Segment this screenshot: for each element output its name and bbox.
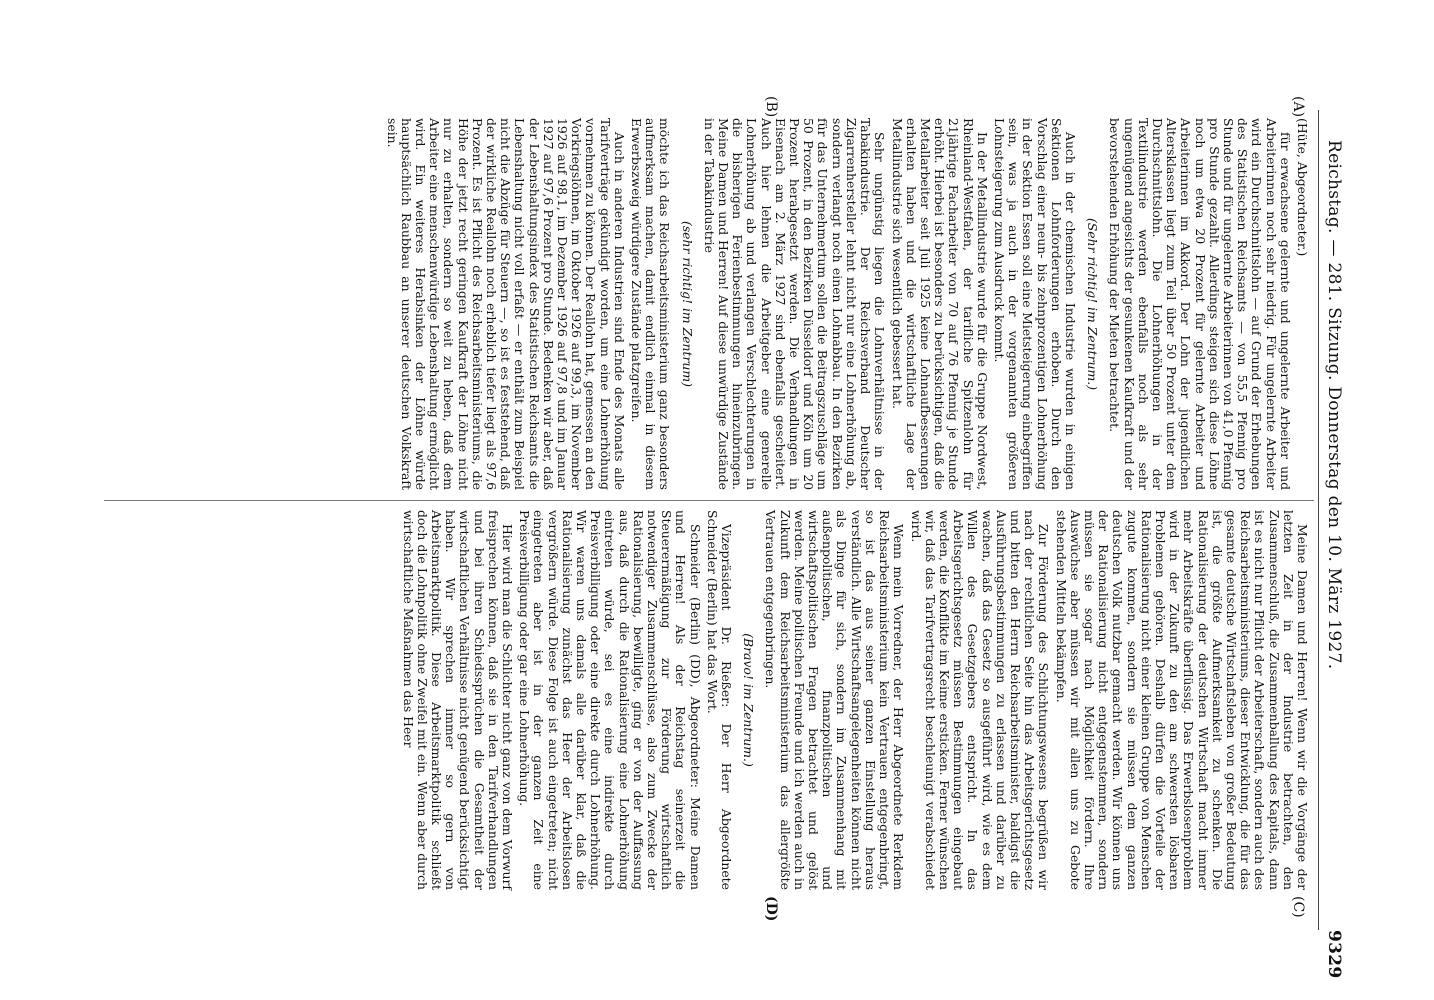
speaker-continuation: (Hüte, Abgeordneter.) [1295,118,1310,257]
paragraph: möchte ich das Reichsarbeitsministerium ganz besonders aufmerksam machen, damit endlich einmal in diesem Erwerbszweig würdigere Zustände platzgreifen. [629,118,673,490]
interjection: (Bravo! im Zentrum.) [741,633,757,767]
paragraph: Sehr ungünstig liegen die Lohnverhältnisse in der Tabakindustrie. Der Reichsverband Deutscher Zigarrenhersteller lehnt nicht nur eine Lohnerhöhung ab, sondern verlangt noch einen Lohnabbau. In den Bezirken für das Unternehmertum sollen die Beitragszuschläge um 50 Prozent, in den Bezirken Düsseldorf und Köln um 20 Prozent herabgesetzt werden. Die Verhandlungen in Eisenach am 2. März 1927 sind ebenfalls gescheitert. Auch hier lehnen die Arbeitgeber eine generelle Lohnerhöhung ab und verlangen Verschlechterungen in die bisherigen Ferienbestimmungen hineinzubringen. Meine Damen und Herren! Auf diese unwürdige Zustände in der Tabakindustrie [701,118,888,490]
paragraph: Auch in anderen Industrien sind Ende des Monats alle Tarifverträge gekündigt worden, um eine Lohnerhöhung vornehmen zu können. Der Reallohn hat, gemessen an den Vorkriegslöhnen, im Oktober 1926 auf 99,3, im November 1926 auf 98,1, im Dezember 1926 auf 97,8 und im Januar 1927 auf 97,6 Prozent pro Stunde. Bedenken wir aber, daß der Lebenshaltungsindex des Statistischen Reichsamts die Lebenshaltung nicht voll erfaßt — er enthält zum Beispiel nicht die Abzüge für Steuern —, so ist es feststehend, daß der wirkliche Reallohn noch erheblich tiefer liegt als 97,6 Prozent. Es ist Pflicht des Reichsarbeitsministeriums, die Höhe der jetzt recht geringen Kaufkraft der Löhne nicht nur zu erhalten, sondern so weit zu heben, daß dem Arbeiter eine menschenwürdige Lebenshaltung ermöglicht wird. Ein weiteres Herabsinken der Löhne würde hauptsächlich Raubbau an unserer deutschen Volkskraft sein. [384,118,627,490]
header-rule [1318,110,1319,930]
margin-mark-d: (D) [763,896,779,922]
paragraph: für erwachsene gelernte und ungelernte Arbeiter und Arbeiterinnen noch sehr niedrig. Für ungelernte Arbeiter wird ein Durchschnittslohn — auf Grund der Erhebungen des Statistischen Reichsamts — von 55,5 Pfennig pro Stunde und für ungelernte Arbeiterinnen von 41,0 Pfennig pro Stunde gezahlt. Allerdings steigen sich diese Löhne noch um etwa 20 Prozent für gelernte Arbeiter und Arbeiterinnen im Akkord. Der Lohn der jugendlichen Altersklassen liegt zum Teil über 50 Prozent unter dem Durchschnittslohn. Die Lohnerhöhungen in der Textilindustrie werden ebenfalls noch als sehr ungenügend angesichts der gesunkenen Kaufkraft und der bevorstehenden Erhöhung der Mieten betrachtet. [1107,118,1293,490]
speech-opening: Schneider (Berlin) (DD), Abgeordneter: Meine Damen und Herren! Als der Reichstag seinerzeit die Steuerermäßigung zur Förderung wirtschaftlich notwendiger Zusammenschlüsse, also zum Zwecke der Rationalisierung, bewilligte, ging er von der Auffassung aus, daß durch die Rationalisierung eine Lohnerhöhung eintreten würde, sei es eine indirekte durch Preisverbilligung oder eine direkte durch Lohnerhöhung. Wir waren uns damals alle darüber klar, daß die Rationalisierung zunächst das Heer der Arbeitslosen vergrößern würde. Diese Folge ist auch eingetreten; nicht eingetreten aber ist in der ganzen Zeit eine Preisverbilligung oder gar eine Lohnerhöhung. [517,510,703,890]
paragraph: Meine Damen und Herren! Wenn wir die Vorgänge der letzten Zeit in der Industrie betrachten, den Zusammenschluß, die Zusammenballung des Kapitals, dann ist es nicht nur Pflicht der Arbeiterschaft, sondern auch des Reichsarbeitsministeriums, dieser Entwicklung, die für das gesamte deutsche Wirtschaftsleben von großer Bedeutung ist, die größte Aufmerksamkeit zu schenken. Die Rationalisierung der deutschen Wirtschaft macht immer mehr Arbeitskräfte überflüssig. Das Erwerbslosenproblem wird in der Zukunft zu den am schwersten lösbaren Problemen gehören. Deshalb dürfen die Vorteile der Rationalisierung nicht einer kleinen Gruppe von Menschen zugute kommen, sondern sie müssen dem ganzen deutschen Volk nutzbar gemacht werden. Wir können uns der Rationalisierung nicht entgegenstemmen, sondern müssen sie sogar nach Möglichkeit fördern. Ihre Auswüchse aber müssen wir mit allen uns zu Gebote stehenden Mitteln bekämpfen. [1053,510,1310,890]
paragraph: In der Metallindustrie wurde für die Gruppe Nordwest, Rheinland-Westfalen, der tarifliche Spitzenlohn für 21jährige Facharbeiter von 70 auf 76 Pfennig je Stunde erhöht. Hierbei ist besonders zu berücksichtigen, daß die Metallarbeiter seit Juli 1925 keine Lohnaufbesserungen erhalten haben und die wirtschaftliche Lage der Metallindustrie sich wesentlich gebessert hat. [889,118,990,490]
margin-mark-b: (B) [763,96,779,118]
right-column [397,510,1309,890]
left-column [381,118,1309,490]
margin-mark-c: (C) [1290,896,1306,918]
paragraph: Wenn mein Vorredner, der Herr Abgeordnete Rerkdem Reichsarbeitsministerium kein Vertrauen entgegenbringt, so ist das aus seiner ganzen Einstellung heraus verständlich. Alle Wirtschaftsangelegenheiten können nicht als Dinge für sich, sondern im Zusammenhang mit außenpolitischen, finanzpolitischen und wirtschaftspolitischen Fragen betrachtet und gelöst werden. Meine politischen Freunde und ich werden auch in Zukunft dem Reichsarbeitsministerium das allergrößte Vertrauen entgegenbringen. [763,510,907,890]
presiding-remark: Vizepräsident Dr. Rießer: Der Herr Abgeordnete Schneider (Berlin) hat das Wort. [704,510,735,890]
interjection: (sehr richtig! im Zentrum) [679,220,695,387]
paragraph: Auch in der chemischen Industrie wurden in einigen Sektionen Lohnforderungen erhoben. Durch den Vorschlag einer neun- bis zehnprozentigen Lohnerhöhung in der Sektion Essen soll eine Mietsteigerung einbegriffen sein, was ja auch in der vorgenannten größeren Lohnsteigerung zum Ausdruck kommt. [991,118,1078,490]
page-number: 9329 [1324,930,1344,979]
interjection: (Sehr richtig! im Zentrum.) [1085,217,1101,391]
margin-mark-a: (A) [1290,96,1306,118]
running-header: Reichstag. — 281. Sitzung. Donnerstag den 10. März 1927. [1324,140,1344,670]
paragraph: Zur Förderung des Schlichtungswesens begrüßen wir nach der rechtlichen Seite hin das Arbeitsgerichtsgesetz und bitten den Herrn Reichsarbeitsminister, baldigst die Ausführungsbestimmungen zu erlassen und darüber zu wachen, daß das Gesetz so ausgeführt wird, wie es dem Willen des Gesetzgebers entspricht. In das Arbeitsgerichtsgesetz müssen Bestimmungen eingebaut werden, die Konflikte im Keime ersticken. Ferner wünschen wir, daß das Tarifvertragsrecht beschleunigt verabschiedet wird. [908,510,1052,890]
column-divider [104,500,1314,501]
paragraph: Hier wird man die Schlichter nicht ganz von dem Vorwurf freisprechen können, daß sie in den Tarifverhandlungen und bei ihren Schiedssprüchen die Gesamtheit der wirtschaftlichen Verhältnisse nicht genügend berücksichtigt haben. Wir sprechen immer so gern von Arbeitsmarktpolitik. Diese Arbeitsmarktpolitik schließt doch die Lohnpolitik ohne Zweifel mit ein. Wenn aber durch wirtschaftliche Maßnahmen das Heer [400,510,516,890]
